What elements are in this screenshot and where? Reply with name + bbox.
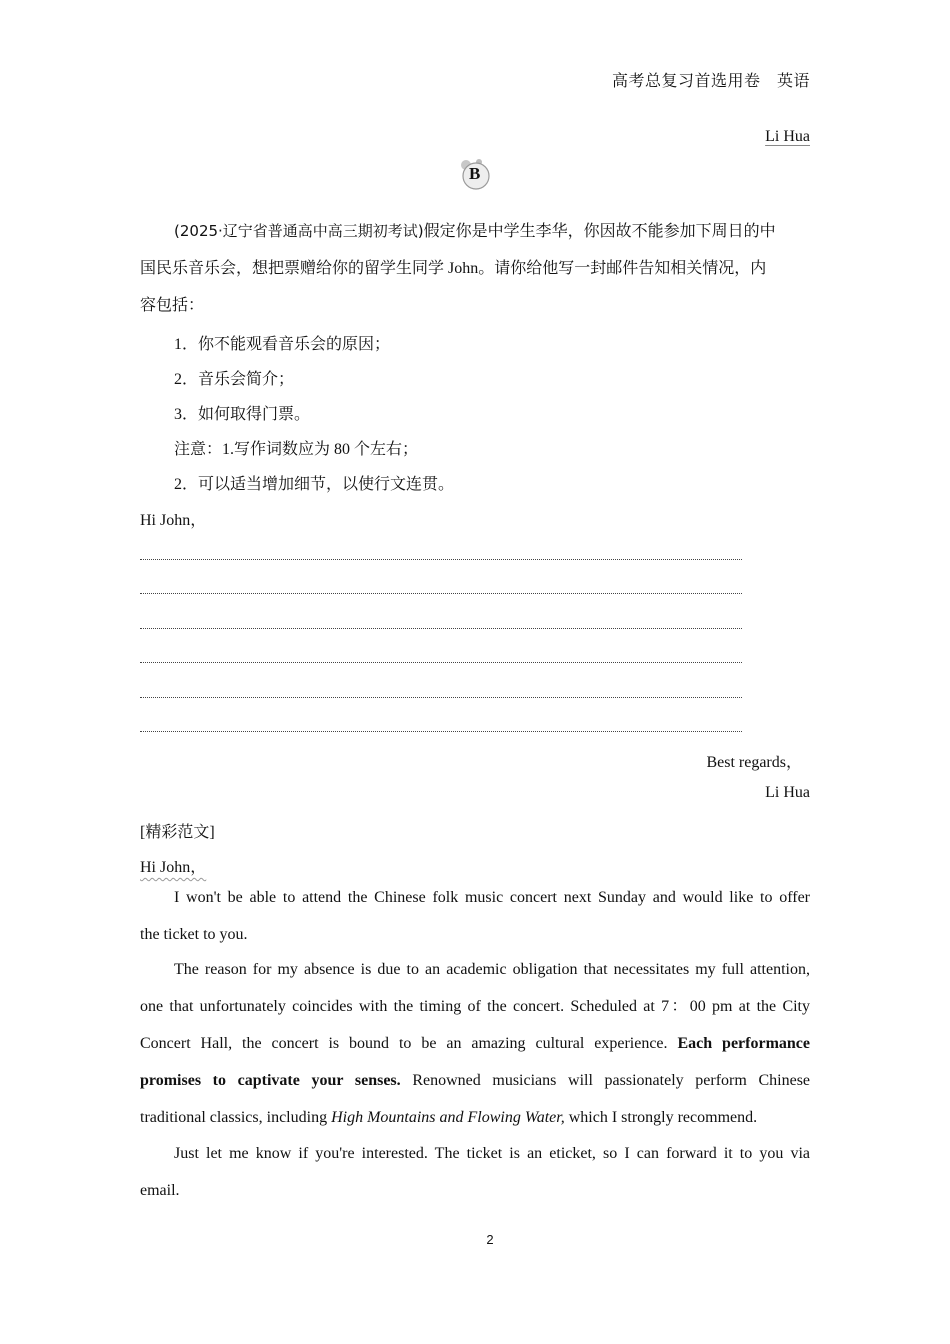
sample-p3-line-2: email. [140,1182,180,1199]
section-badge-letter: B [469,164,481,183]
sample-greeting: Hi John， [140,859,207,876]
task-item-1: 1．你不能观看音乐会的原因； [174,336,391,353]
section-badge [459,158,493,192]
writing-line [140,697,742,698]
sample-p2-line-3: Concert Hall, the concert is bound to be an amazing cultural experience. Each performance [140,1035,811,1052]
task-prompt-line-1: (2025·辽宁省普通高中高三期初考试)假定你是中学生李华，你因故不能参加下周日的中 [174,222,776,240]
task-source: (2025·辽宁省普通高中高三期初考试) [174,222,424,240]
highlight-sentence-a: Each performance [677,1035,811,1052]
task-note-2: 2．可以适当增加细节，以使行文连贯。 [174,476,455,493]
template-signature: Li Hua [765,784,810,801]
template-greeting: Hi John， [140,512,207,529]
task-item-2: 2．音乐会简介； [174,371,295,388]
sample-p2-line-1: The reason for my absence is due to an academic obligation that necessitates my full attention, [174,961,810,978]
sample-p2-line-2: one that unfortunately coincides with the timing of the concert. Scheduled at 7：00 pm at the City [140,998,810,1015]
task-note: 注意：1.写作词数应为 80 个左右； [174,441,419,458]
song-title: High Mountains and Flowing Water, [331,1109,565,1126]
writing-line [140,628,742,629]
previous-signature: Li Hua [765,128,810,145]
task-prompt-line-2: 国民乐音乐会，想把票赠给你的留学生同学 John。请你给他写一封邮件告知相关情况，内 [140,260,767,277]
highlight-sentence-b: promises to captivate your senses. [140,1072,401,1089]
sample-p1-line-2: the ticket to you. [140,926,248,943]
task-prompt-line-3: 容包括： [140,297,205,314]
task-item-3: 3．如何取得门票。 [174,406,311,423]
sample-label: [精彩范文] [140,824,215,841]
writing-line [140,559,742,560]
sample-p2-line-4: promises to captivate your senses. Renowned musicians will passionately perform Chinese [140,1072,811,1089]
writing-line [140,593,742,594]
page-number: 2 [486,1232,494,1247]
writing-line [140,662,742,663]
writing-line [140,731,742,732]
sample-p3-line-1: Just let me know if you're interested. The ticket is an eticket, so I can forward it to you via [174,1145,810,1162]
sample-p1-line-1: I won't be able to attend the Chinese folk music concert next Sunday and would like to offer [174,889,810,906]
template-closing: Best regards， [706,754,802,771]
sample-p2-line-5: traditional classics, including High Mountains and Flowing Water, which I strongly recommend. [140,1109,758,1126]
page-header: 高考总复习首选用卷 英语 [611,73,810,90]
